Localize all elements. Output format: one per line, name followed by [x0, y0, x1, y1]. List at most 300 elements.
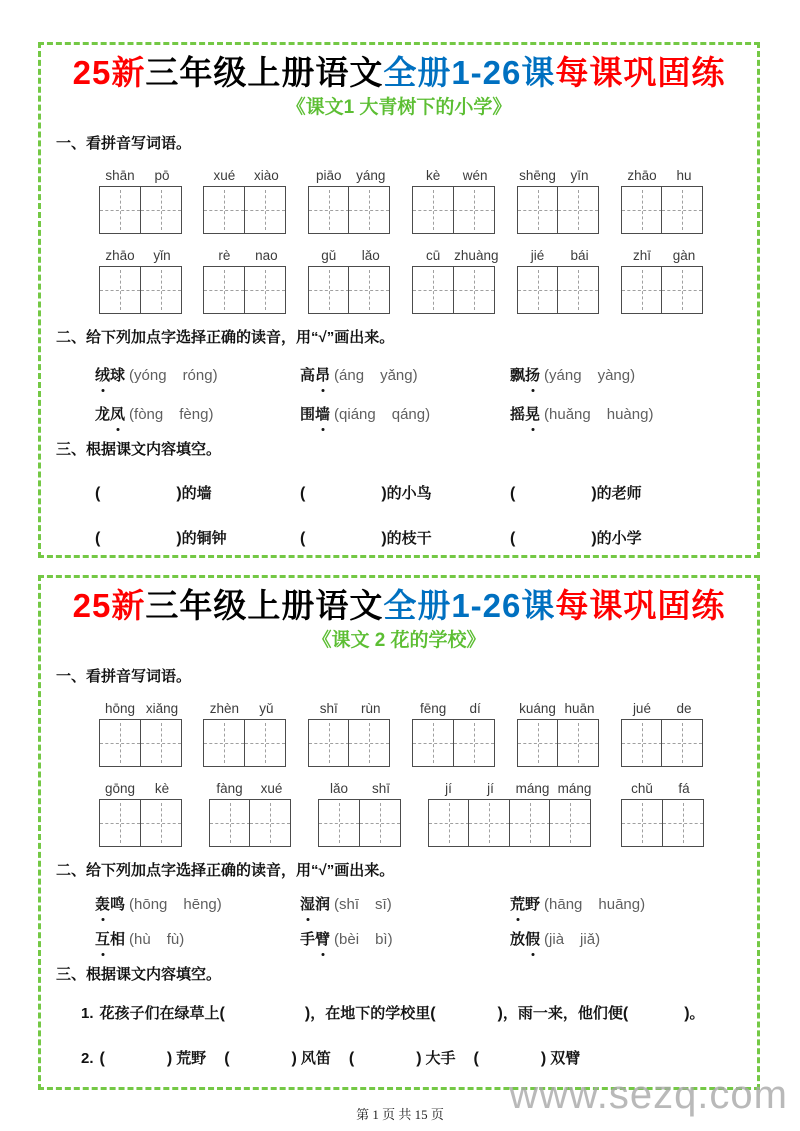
- pinyin-syllable: huān: [564, 701, 595, 716]
- open-paren: (: [348, 1050, 355, 1067]
- close-paren: ): [425, 406, 431, 423]
- writing-cell: [244, 186, 286, 234]
- writing-cell: [348, 719, 390, 767]
- pinyin-syllable: zhuàng: [454, 248, 499, 263]
- writing-boxes: [621, 799, 705, 847]
- pinyin-word-group: [621, 167, 705, 234]
- pinyin-option: yáng: [549, 367, 582, 384]
- writing-cell: [249, 799, 291, 847]
- writing-cell: [412, 266, 454, 314]
- pinyin-word-group: [99, 700, 183, 767]
- pinyin-syllable: hu: [676, 168, 692, 183]
- pinyin-syllable: zhāo: [627, 168, 657, 183]
- pinyin-option: áng: [339, 367, 365, 384]
- writing-cell: [661, 266, 703, 314]
- writing-cell: [99, 719, 141, 767]
- pronunciation-item: [95, 365, 300, 387]
- pinyin-labels: [308, 247, 392, 264]
- title-part: 每课巩固练: [555, 587, 726, 624]
- pinyin-syllable: rè: [218, 248, 231, 263]
- open-paren: (: [300, 485, 306, 502]
- close-paren: ): [412, 367, 418, 384]
- writing-boxes: [203, 186, 287, 234]
- open-paren: (: [430, 1005, 436, 1022]
- pronunciation-item: [300, 894, 510, 916]
- fill-label: 的老师: [596, 485, 642, 502]
- pronunciation-item: [510, 894, 645, 916]
- fill-item: [474, 1050, 581, 1067]
- close-paren: ): [595, 931, 601, 948]
- pinyin-word-group: [621, 247, 705, 314]
- pronunciation-row: [41, 894, 757, 916]
- word-char: 互: [95, 929, 110, 951]
- section-header-pronunciation: 二、给下列加点字选择正确的读音，用“√”画出来。: [56, 862, 395, 879]
- pinyin-labels: [203, 167, 287, 184]
- open-paren: (: [95, 485, 101, 502]
- pinyin-syllable: pō: [154, 168, 170, 183]
- writing-boxes: [517, 266, 601, 314]
- pinyin-syllable: de: [676, 701, 692, 716]
- pinyin-syllable: yǔ: [259, 701, 274, 716]
- writing-cell: [517, 186, 559, 234]
- target-word: [300, 931, 330, 948]
- writing-cell: [557, 186, 599, 234]
- target-word: [510, 896, 540, 913]
- pinyin-options: [334, 406, 430, 423]
- close-paren: ): [540, 1050, 547, 1067]
- open-paren: (: [129, 896, 135, 913]
- writing-cell: [517, 266, 559, 314]
- open-paren: (: [224, 1050, 230, 1067]
- word-char: 凤: [110, 404, 125, 426]
- writing-boxes: [203, 266, 287, 314]
- pinyin-option: fèng: [179, 406, 209, 423]
- sentence-text: 。: [689, 1005, 705, 1022]
- line-number: 1.: [81, 1005, 94, 1022]
- close-paren: ): [684, 1005, 690, 1022]
- pinyin-labels: [209, 780, 293, 797]
- pinyin-row: [41, 700, 757, 767]
- pinyin-syllable: chǔ: [631, 781, 653, 796]
- writing-boxes: [99, 719, 183, 767]
- fill-blank: [300, 530, 387, 547]
- fill-label: 的枝干: [386, 530, 432, 547]
- writing-boxes: [308, 266, 392, 314]
- pinyin-syllable: kè: [426, 168, 441, 183]
- word-char: 龙: [95, 406, 111, 423]
- writing-cell: [428, 799, 470, 847]
- pinyin-syllable: shēng: [519, 168, 556, 183]
- line-number: 2.: [81, 1050, 94, 1067]
- writing-cell: [453, 266, 495, 314]
- pronunciation-item: [95, 929, 300, 951]
- fill-item: [100, 1050, 207, 1067]
- pinyin-labels: [517, 700, 601, 717]
- pinyin-syllable: fá: [678, 781, 690, 796]
- pinyin-option: hù: [134, 931, 151, 948]
- pinyin-syllable: gàn: [672, 248, 696, 263]
- writing-cell: [348, 186, 390, 234]
- pinyin-labels: [412, 247, 499, 264]
- word-char: 手: [300, 931, 316, 948]
- pinyin-labels: [308, 700, 392, 717]
- word-char: 荒: [510, 894, 525, 916]
- pinyin-option: hāng: [549, 896, 583, 913]
- pinyin-options: [334, 367, 418, 384]
- close-paren: ): [176, 485, 182, 502]
- writing-cell: [412, 186, 454, 234]
- title-part: 25新: [72, 54, 146, 91]
- target-word: [95, 896, 125, 913]
- pronunciation-row: [41, 404, 757, 426]
- word-char: 臂: [315, 929, 330, 951]
- pinyin-word-group: [308, 167, 392, 234]
- open-paren: (: [219, 1005, 225, 1022]
- fill-blank: [623, 1005, 690, 1022]
- close-paren: ): [416, 1050, 422, 1067]
- writing-boxes: [517, 186, 601, 234]
- open-paren: (: [334, 406, 340, 423]
- title-part: 每课巩固练: [555, 54, 726, 91]
- writing-cell: [621, 186, 663, 234]
- word-char: 假: [525, 929, 540, 951]
- pinyin-word-group: [517, 247, 601, 314]
- fill-item: [510, 528, 642, 550]
- pinyin-syllable: lǎo: [361, 248, 380, 263]
- fill-blank: [349, 1050, 422, 1067]
- writing-cell: [140, 799, 182, 847]
- pinyin-labels: [99, 167, 183, 184]
- pinyin-option: yóng: [134, 367, 167, 384]
- fill-label: 的小学: [596, 530, 642, 547]
- close-paren: ): [212, 367, 218, 384]
- target-word: [510, 931, 540, 948]
- pinyin-syllable: zhèn: [209, 701, 240, 716]
- pinyin-labels: [412, 167, 496, 184]
- title-part: 三年级上册语文: [145, 587, 384, 624]
- open-paren: (: [334, 896, 340, 913]
- writing-boxes: [99, 186, 183, 234]
- writing-cell: [662, 799, 704, 847]
- writing-boxes: [412, 186, 496, 234]
- word-char: 绒: [95, 365, 110, 387]
- fill-blank: [474, 1050, 547, 1067]
- writing-boxes: [428, 799, 596, 847]
- open-paren: (: [300, 530, 306, 547]
- pinyin-syllable: jié: [530, 248, 545, 263]
- close-paren: ): [591, 485, 597, 502]
- pronunciation-row: [41, 365, 757, 387]
- pronunciation-item: [95, 404, 300, 426]
- fill-blank: [510, 485, 597, 502]
- pinyin-word-group: [203, 167, 287, 234]
- pinyin-word-group: [621, 700, 705, 767]
- open-paren: (: [473, 1050, 479, 1067]
- fill-item: [300, 483, 510, 505]
- open-paren: (: [129, 367, 135, 384]
- pinyin-syllable: dí: [469, 701, 481, 716]
- open-paren: (: [334, 931, 340, 948]
- pinyin-labels: [203, 247, 287, 264]
- target-word: [300, 896, 330, 913]
- writing-cell: [621, 799, 663, 847]
- pinyin-syllable: zhī: [632, 248, 651, 263]
- sentence-text: 花孩子们在绿草上: [99, 1005, 220, 1022]
- writing-boxes: [99, 799, 183, 847]
- pinyin-labels: [308, 167, 392, 184]
- pinyin-option: hōng: [134, 896, 168, 913]
- pronunciation-item: [510, 404, 653, 426]
- writing-cell: [348, 266, 390, 314]
- pinyin-syllable: shī: [319, 701, 338, 716]
- close-paren: ): [176, 530, 182, 547]
- pinyin-syllable: shī: [371, 781, 390, 796]
- pinyin-options: [544, 367, 635, 384]
- writing-cell: [209, 799, 251, 847]
- pinyin-syllable: kuáng: [519, 701, 556, 716]
- pinyin-option: qáng: [391, 406, 426, 423]
- word-char: 球: [110, 367, 126, 384]
- fill-label: 双臂: [550, 1050, 581, 1067]
- fill-label: 风笛: [300, 1050, 331, 1067]
- pinyin-word-group: [517, 167, 601, 234]
- pinyin-syllable: lǎo: [329, 781, 348, 796]
- fill-row: [41, 528, 757, 550]
- pinyin-labels: [99, 700, 183, 717]
- writing-cell: [99, 266, 141, 314]
- writing-cell: [453, 719, 495, 767]
- writing-boxes: [99, 266, 183, 314]
- pronunciation-row: [41, 929, 757, 951]
- writing-cell: [661, 186, 703, 234]
- title-part: 全册1-26课: [383, 587, 556, 624]
- word-char: 野: [525, 896, 541, 913]
- pinyin-row: [41, 167, 757, 234]
- pinyin-word-group: [99, 780, 183, 847]
- open-paren: (: [129, 406, 135, 423]
- open-paren: (: [544, 406, 550, 423]
- open-paren: (: [334, 367, 340, 384]
- writing-cell: [203, 186, 245, 234]
- pinyin-option: róng: [182, 367, 213, 384]
- writing-cell: [557, 719, 599, 767]
- pinyin-syllable: xiào: [254, 168, 279, 183]
- pinyin-syllable: máng: [557, 781, 592, 796]
- close-paren: ): [208, 406, 214, 423]
- open-paren: (: [95, 530, 101, 547]
- fill-item: [300, 528, 510, 550]
- pinyin-labels: [99, 780, 183, 797]
- close-paren: ): [216, 896, 222, 913]
- pinyin-syllable: piāo: [316, 168, 342, 183]
- pinyin-syllable: wén: [462, 168, 488, 183]
- section-header-fill: 三、根据课文内容填空。: [56, 441, 222, 458]
- pinyin-option: bì: [375, 931, 388, 948]
- pronunciation-item: [300, 929, 510, 951]
- word-char: 轰: [95, 894, 110, 916]
- pinyin-syllable: jí: [487, 781, 494, 796]
- section-header-fill: 三、根据课文内容填空。: [56, 966, 222, 983]
- pinyin-options: [544, 896, 645, 913]
- target-word: [95, 406, 125, 423]
- pinyin-option: sī: [375, 896, 387, 913]
- writing-cell: [359, 799, 401, 847]
- writing-cell: [308, 719, 350, 767]
- fill-item: [349, 1050, 456, 1067]
- pinyin-options: [129, 367, 218, 384]
- word-char: 湿: [300, 894, 315, 916]
- target-word: [300, 406, 330, 423]
- pinyin-word-group: [621, 780, 705, 847]
- fill-item: [224, 1050, 331, 1067]
- writing-cell: [453, 186, 495, 234]
- writing-cell: [203, 719, 245, 767]
- fill-blank: [100, 1050, 173, 1067]
- open-paren: (: [510, 530, 516, 547]
- pinyin-word-group: [308, 700, 392, 767]
- pinyin-option: huǎng: [549, 406, 591, 423]
- open-paren: (: [544, 931, 550, 948]
- fill-blank: [220, 1005, 311, 1022]
- pronunciation-item: [510, 929, 600, 951]
- watermark: www.sezq.com: [509, 1073, 788, 1117]
- writing-cell: [661, 719, 703, 767]
- pinyin-labels: [621, 247, 705, 264]
- pinyin-labels: [517, 247, 601, 264]
- pinyin-word-group: [99, 247, 183, 314]
- lesson-subtitle: 《课文1 大青树下的小学》: [286, 97, 512, 118]
- word-char: 围: [300, 406, 316, 423]
- writing-cell: [203, 266, 245, 314]
- writing-boxes: [621, 186, 705, 234]
- sentence-text: ，雨一来，他们便: [502, 1005, 623, 1022]
- pinyin-options: [334, 896, 392, 913]
- pinyin-option: jià: [549, 931, 565, 948]
- close-paren: ): [591, 530, 597, 547]
- pinyin-labels: [203, 700, 287, 717]
- close-paren: ): [291, 1050, 297, 1067]
- pinyin-word-group: [412, 247, 499, 314]
- writing-boxes: [412, 266, 496, 314]
- pinyin-row: [41, 247, 757, 314]
- word-char: 昂: [315, 365, 330, 387]
- pinyin-word-group: [428, 780, 596, 847]
- writing-boxes: [308, 186, 392, 234]
- writing-boxes: [412, 719, 496, 767]
- pinyin-option: yàng: [597, 367, 631, 384]
- writing-boxes: [621, 266, 705, 314]
- writing-boxes: [308, 719, 392, 767]
- pinyin-syllable: yǐn: [153, 248, 171, 263]
- writing-boxes: [318, 799, 402, 847]
- pinyin-word-group: [203, 247, 287, 314]
- pinyin-labels: [621, 700, 705, 717]
- pinyin-option: huāng: [598, 896, 641, 913]
- fill-blank: [430, 1005, 503, 1022]
- pinyin-options: [334, 931, 393, 948]
- pinyin-syllable: zhāo: [105, 248, 135, 263]
- fill-sentence-line: [41, 1002, 757, 1026]
- close-paren: ): [179, 931, 185, 948]
- word-char: 晃: [525, 404, 540, 426]
- fill-item: [510, 483, 642, 505]
- target-word: [95, 367, 125, 384]
- section-header-pinyin: 一、看拼音写词语。: [56, 668, 192, 685]
- writing-boxes: [517, 719, 601, 767]
- writing-cell: [140, 719, 182, 767]
- close-paren: ): [386, 896, 392, 913]
- fill-blank: [95, 530, 182, 547]
- section-header-pronunciation: 二、给下列加点字选择正确的读音，用“√”画出来。: [56, 329, 395, 346]
- pinyin-labels: [621, 780, 705, 797]
- open-paren: (: [99, 1050, 105, 1067]
- pinyin-syllable: xué: [260, 781, 283, 796]
- open-paren: (: [622, 1005, 629, 1022]
- pinyin-syllable: nao: [255, 248, 278, 263]
- pinyin-syllable: máng: [515, 781, 550, 796]
- close-paren: ): [630, 367, 636, 384]
- writing-cell: [99, 799, 141, 847]
- open-paren: (: [129, 931, 135, 948]
- pinyin-word-group: [99, 167, 183, 234]
- target-word: [95, 931, 125, 948]
- page-title: [41, 53, 757, 93]
- worksheet-card: [38, 42, 760, 558]
- fill-blank: [224, 1050, 297, 1067]
- pinyin-syllable: yīn: [570, 168, 589, 183]
- open-paren: (: [544, 896, 550, 913]
- pinyin-syllable: rùn: [361, 701, 381, 716]
- pinyin-options: [129, 931, 184, 948]
- pinyin-syllable: fàng: [216, 781, 243, 796]
- writing-cell: [318, 799, 360, 847]
- pronunciation-item: [510, 365, 635, 387]
- pinyin-labels: [517, 167, 601, 184]
- open-paren: (: [544, 367, 550, 384]
- word-char: 扬: [525, 365, 540, 387]
- pinyin-syllable: hōng: [104, 701, 136, 716]
- close-paren: ): [640, 896, 646, 913]
- pinyin-syllable: gǔ: [321, 248, 337, 263]
- writing-cell: [308, 266, 350, 314]
- close-paren: ): [381, 530, 387, 547]
- word-char: 高: [300, 367, 316, 384]
- pinyin-option: yǎng: [380, 367, 413, 384]
- title-part: 三年级上册语文: [145, 54, 384, 91]
- writing-cell: [244, 266, 286, 314]
- fill-sentence-line: [41, 1047, 757, 1071]
- fill-label: 的铜钟: [181, 530, 227, 547]
- pronunciation-item: [300, 365, 510, 387]
- pinyin-option: fòng: [134, 406, 164, 423]
- close-paren: ): [648, 406, 654, 423]
- pinyin-syllable: fēng: [420, 701, 447, 716]
- pinyin-labels: [99, 247, 183, 264]
- fill-item: [95, 528, 300, 550]
- pronunciation-item: [300, 404, 510, 426]
- writing-cell: [557, 266, 599, 314]
- sentence-text: ，在地下的学校里: [310, 1005, 431, 1022]
- pinyin-option: qiáng: [339, 406, 376, 423]
- word-char: 飘: [510, 367, 526, 384]
- writing-boxes: [203, 719, 287, 767]
- word-char: 墙: [315, 404, 330, 426]
- pronunciation-item: [95, 894, 300, 916]
- writing-cell: [99, 186, 141, 234]
- close-paren: ): [304, 1005, 311, 1022]
- word-char: 放: [510, 931, 526, 948]
- worksheet-card: [38, 575, 760, 1090]
